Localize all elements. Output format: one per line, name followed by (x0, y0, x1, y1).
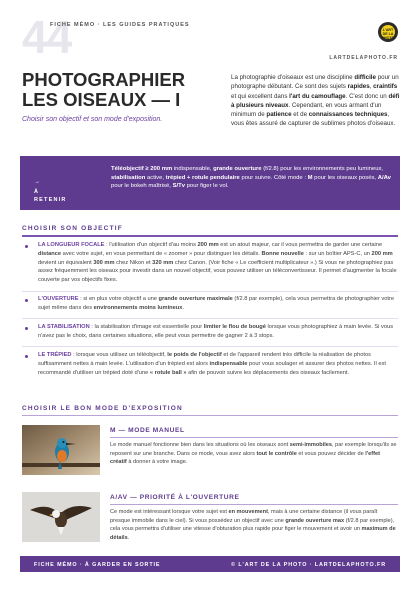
item-text: : si en plus votre objectif a une grande ouverture maximale (f/2.8 par exemple), cela vous permettra de photographier votre sujet même dans des environnements moins lumineux. (38, 296, 395, 311)
title-line-2: LES OISEAUX — I (22, 89, 181, 110)
list-item (38, 241, 398, 285)
bullet-icon (25, 299, 28, 302)
takeaway-label-line2: RETENIR (34, 197, 67, 203)
item-divider (22, 318, 398, 319)
item-text: : la stabilisation d'image est essentielle pour limiter le flou de bougé lorsque vous photographiez à main levée. Si vous n'avez pas le choix, dans certaines situations, elle peut vous permettre de gagner 2 à 3 stops. (38, 324, 394, 339)
list-item (38, 323, 398, 341)
sheet-number: 44 (22, 11, 72, 63)
section-divider (22, 415, 398, 416)
section-title-objectif: CHOISIR SON OBJECTIF (22, 225, 123, 232)
brand-logo (378, 22, 398, 42)
item-divider (22, 291, 398, 292)
mode-title-aperture: A/AV — PRIORITÉ À L'OUVERTURE (110, 494, 240, 501)
bullet-icon (25, 327, 28, 330)
footer-bar (20, 556, 400, 572)
title-line-1: PHOTOGRAPHIER (22, 69, 186, 90)
list-item (38, 295, 398, 313)
section-title-mode: CHOISIR LE BON MODE D'EXPOSITION (22, 405, 183, 412)
item-heading: LE TRÉPIED (38, 352, 72, 358)
logo-mark: L'ART DE LA PHOTO (381, 25, 395, 39)
eagle-photo (22, 492, 100, 542)
site-url: LARTDELAPHOTO.FR (329, 55, 398, 61)
mode-text-aperture: Ce mode est intéressant lorsque votre sujet est en mouvement, mais à une certaine distance (il vous paraît presque immobile dans le ciel). Si vous possédez un objectif avec une grande ouverture max (f/2.8 par exemple), cela vous permettra d'utiliser une vitesse d'obturation plus rapide pour figer le mouvement et avoir un maximum de détails. (110, 509, 396, 541)
page-title (22, 70, 222, 110)
bullet-icon (25, 245, 28, 248)
kingfisher-photo (22, 425, 100, 475)
item-text: : lorsque vous utilisez un téléobjectif, le poids de l'objectif et de l'appareil rendent très difficile la réalisation de photos suffisamment nettes à main levée. L'utilisation d'un trépied est alors indispensable pour vous soulager et assurer des photos nettes. Il est recommandé d'utiliser un trépied doté d'une « rotule ball » afin de pouvoir suivre les déplacements des oiseaux facilement. (38, 352, 386, 376)
page-subtitle: Choisir son objectif et son mode d'exposition. (22, 116, 163, 123)
takeaway-label (34, 178, 67, 204)
item-text: : l'utilisation d'un objectif d'au moins 200 mm est un atout majeur, car il vous permettra de garder une certaine distance avec votre sujet, en vous permettant de « zoomer » pour distinguer les détails. Bonne nouvelle : sur un boîtier APS-C, un 200 mm devient un équivalent 300 mm chez Nikon et 320 mm chez Canon. (Voir fiche « Le coefficient multiplicateur ».) Si vous ne photographiez pas assez fréquemment les oiseaux pour investir dans un nouvel objectif, vous pouvez utiliser un téléconvertisseur. Il permet d'augmenter la focale couverte par vos objectifs fixes. (38, 242, 397, 284)
mode-text-manual: Le mode manuel fonctionne bien dans les situations où les oiseaux sont semi-immobiles, par exemple lorsqu'ils se reposent sur une branche. Dans ce mode, vous avez alors tout le contrôle et vous pouvez décider de l'effet créatif à donner à votre image. (110, 442, 397, 466)
item-heading: LA STABILISATION (38, 324, 90, 330)
mode-title-manual: M — MODE MANUEL (110, 427, 185, 434)
item-divider (22, 346, 398, 347)
arrow-right-icon: → (34, 179, 42, 185)
list-item (38, 351, 398, 377)
item-heading: L'OUVERTURE (38, 296, 79, 302)
mode-divider (110, 504, 398, 505)
takeaway-text: Téléobjectif ≥ 200 mm indispensable, grande ouverture (f/2.8) pour les environnements peu lumineux, stabilisation active, trépied + rotule pendulaire pour suivre. Côté mode : M pour les oiseaux posés, A/Av pour le bokeh maîtrisé, S/Tv pour figer le vol. (111, 166, 391, 190)
footer-left: FICHE MÉMO · À GARDER EN SORTIE (34, 561, 161, 568)
section-divider (22, 235, 398, 237)
series-label: FICHE MÉMO · LES GUIDES PRATIQUES (50, 22, 190, 28)
intro-paragraph: La photographie d'oiseaux est une discipline difficile pour un photographe débutant. Ce sont des sujets rapides, craintifs et qui excellent dans l'art du camouflage. C'est donc un défi à plusieurs niveaux. Cependant, en vous armant d'un minimum de patience et de connaissances techniques, vous êtes assuré de capturer de sublimes photos d'oiseaux. (231, 74, 400, 128)
bullet-icon (25, 355, 28, 358)
footer-right: © L'ART DE LA PHOTO · LARTDELAPHOTO.FR (231, 561, 386, 568)
takeaway-label-line1: À (34, 189, 40, 195)
key-takeaway-box (20, 156, 400, 210)
mode-divider (110, 437, 398, 438)
item-heading: LA LONGUEUR FOCALE (38, 242, 105, 248)
